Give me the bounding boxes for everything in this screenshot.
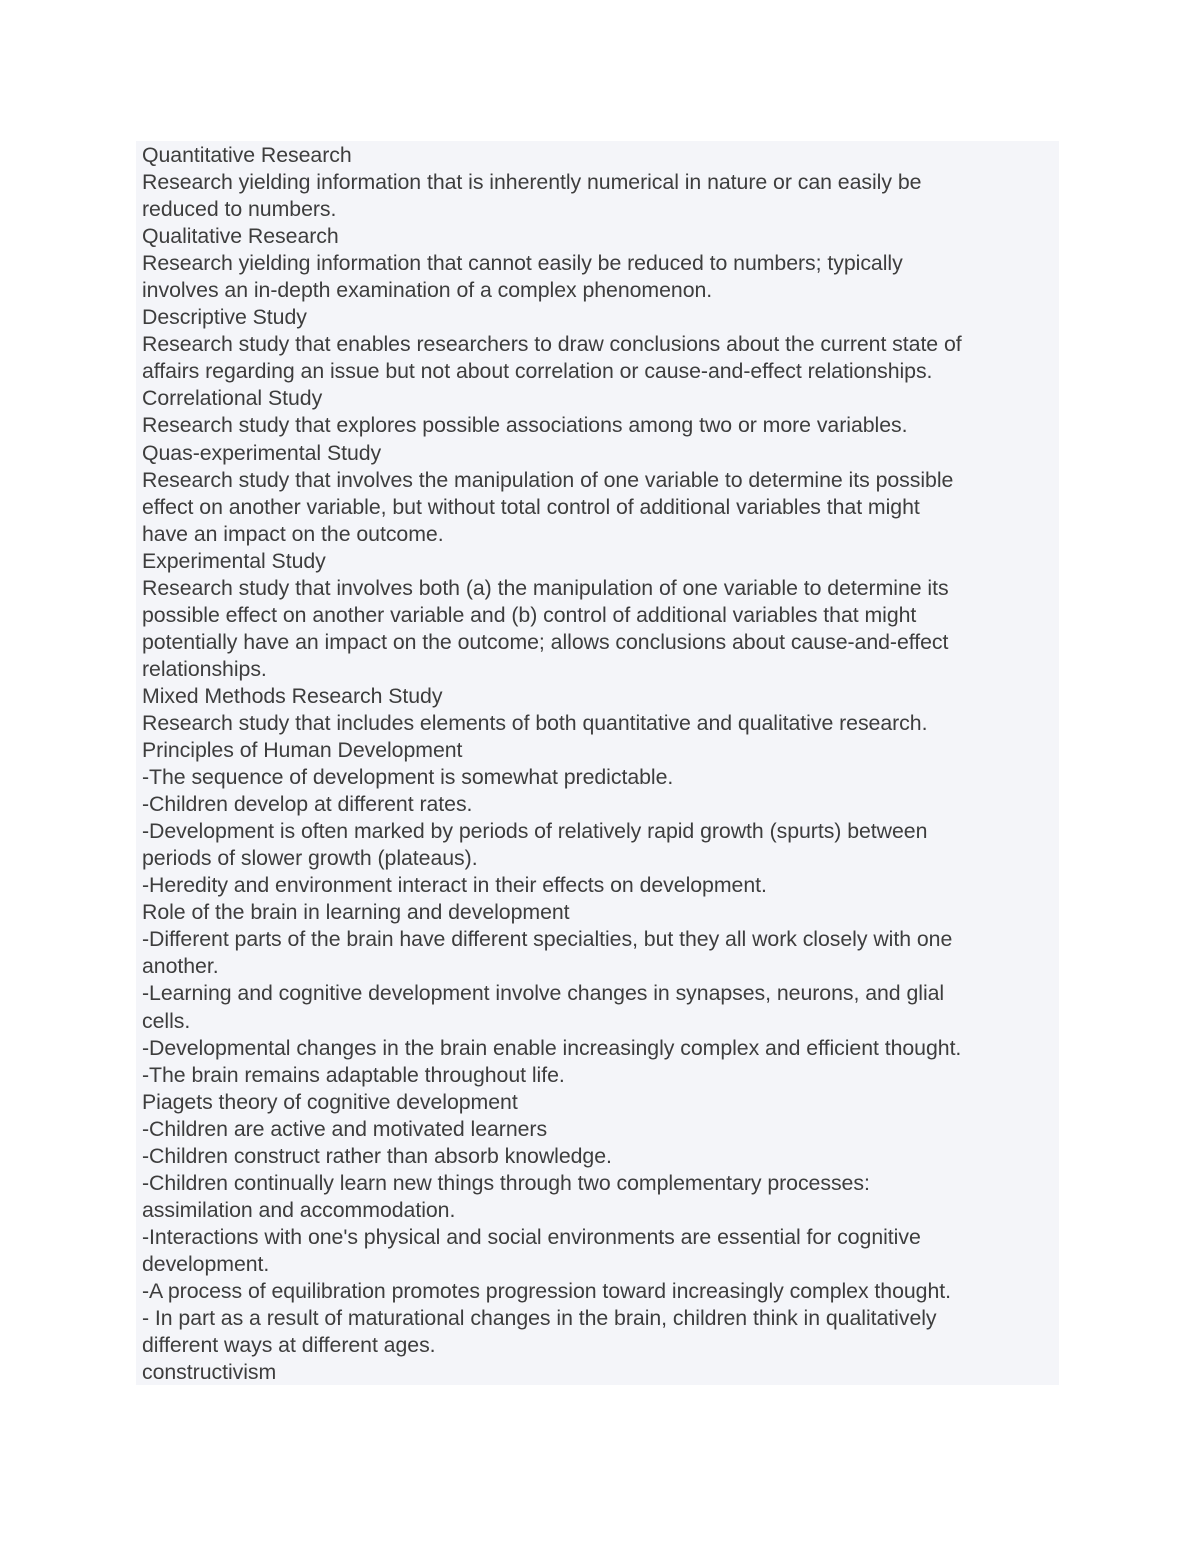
term-heading: Correlational Study: [142, 386, 323, 411]
bullet-line: -A process of equilibration promotes progression toward increasingly complex thought.: [142, 1278, 952, 1303]
bullet-line: -Heredity and environment interact in their effects on development.: [142, 873, 767, 898]
bullet-line: periods of slower growth (plateaus).: [142, 846, 478, 871]
definition-line: Research study that enables researchers to draw conclusions about the current state of: [142, 332, 962, 357]
definition-line: affairs regarding an issue but not about correlation or cause-and-effect relationships.: [142, 359, 933, 384]
term-heading: Quantitative Research: [142, 143, 352, 167]
definition-line: Research study that involves both (a) the manipulation of one variable to determine its: [142, 575, 949, 600]
definition-line: potentially have an impact on the outcome; allows conclusions about cause-and-effect: [142, 629, 949, 654]
definition-line: have an impact on the outcome.: [142, 521, 444, 546]
bullet-line: -Developmental changes in the brain enable increasingly complex and efficient thought.: [142, 1035, 962, 1060]
bullet-line: another.: [142, 954, 219, 979]
definition-line: Research study that explores possible associations among two or more variables.: [142, 413, 908, 438]
term-heading: Quas-experimental Study: [142, 440, 382, 465]
bullet-line: development.: [142, 1251, 270, 1276]
term-heading: Role of the brain in learning and development: [142, 900, 570, 925]
bullet-line: -Children continually learn new things through two complementary processes:: [142, 1170, 870, 1195]
bullet-line: -Different parts of the brain have different specialties, but they all work closely with one: [142, 927, 953, 952]
term-heading: Mixed Methods Research Study: [142, 683, 443, 708]
bullet-line: different ways at different ages.: [142, 1333, 436, 1358]
definition-line: Research study that involves the manipulation of one variable to determine its possible: [142, 467, 954, 492]
term-heading: Experimental Study: [142, 548, 326, 573]
term-heading: Principles of Human Development: [142, 738, 463, 763]
bullet-line: -Children develop at different rates.: [142, 792, 473, 817]
term-heading: constructivism: [142, 1360, 277, 1385]
definition-line: reduced to numbers.: [142, 197, 337, 222]
bullet-line: -Development is often marked by periods of relatively rapid growth (spurts) between: [142, 819, 928, 844]
term-heading: Descriptive Study: [142, 305, 307, 330]
bullet-line: -The brain remains adaptable throughout life.: [142, 1062, 565, 1087]
bullet-line: - In part as a result of maturational changes in the brain, children think in qualitatively: [142, 1306, 937, 1331]
bullet-line: -Children are active and motivated learners: [142, 1116, 548, 1141]
definition-line: Research yielding information that is inherently numerical in nature or can easily be: [142, 170, 922, 195]
bullet-line: -Children construct rather than absorb knowledge.: [142, 1143, 612, 1168]
definition-line: Research yielding information that cannot easily be reduced to numbers; typically: [142, 251, 903, 276]
definition-line: relationships.: [142, 656, 267, 681]
definition-line: possible effect on another variable and (b) control of additional variables that might: [142, 602, 917, 627]
definition-line: Research study that includes elements of both quantitative and qualitative research.: [142, 710, 928, 735]
bullet-line: -Interactions with one's physical and social environments are essential for cognitive: [142, 1224, 921, 1249]
bullet-line: -Learning and cognitive development involve changes in synapses, neurons, and glial: [142, 981, 945, 1006]
bullet-line: cells.: [142, 1008, 191, 1033]
study-notes-text-block: [136, 141, 1059, 1385]
term-heading: Piagets theory of cognitive development: [142, 1089, 518, 1114]
bullet-line: -The sequence of development is somewhat predictable.: [142, 765, 674, 790]
definition-line: effect on another variable, but without total control of additional variables that might: [142, 494, 920, 519]
bullet-line: assimilation and accommodation.: [142, 1197, 456, 1222]
term-heading: Qualitative Research: [142, 224, 339, 249]
definition-line: involves an in-depth examination of a complex phenomenon.: [142, 278, 713, 303]
